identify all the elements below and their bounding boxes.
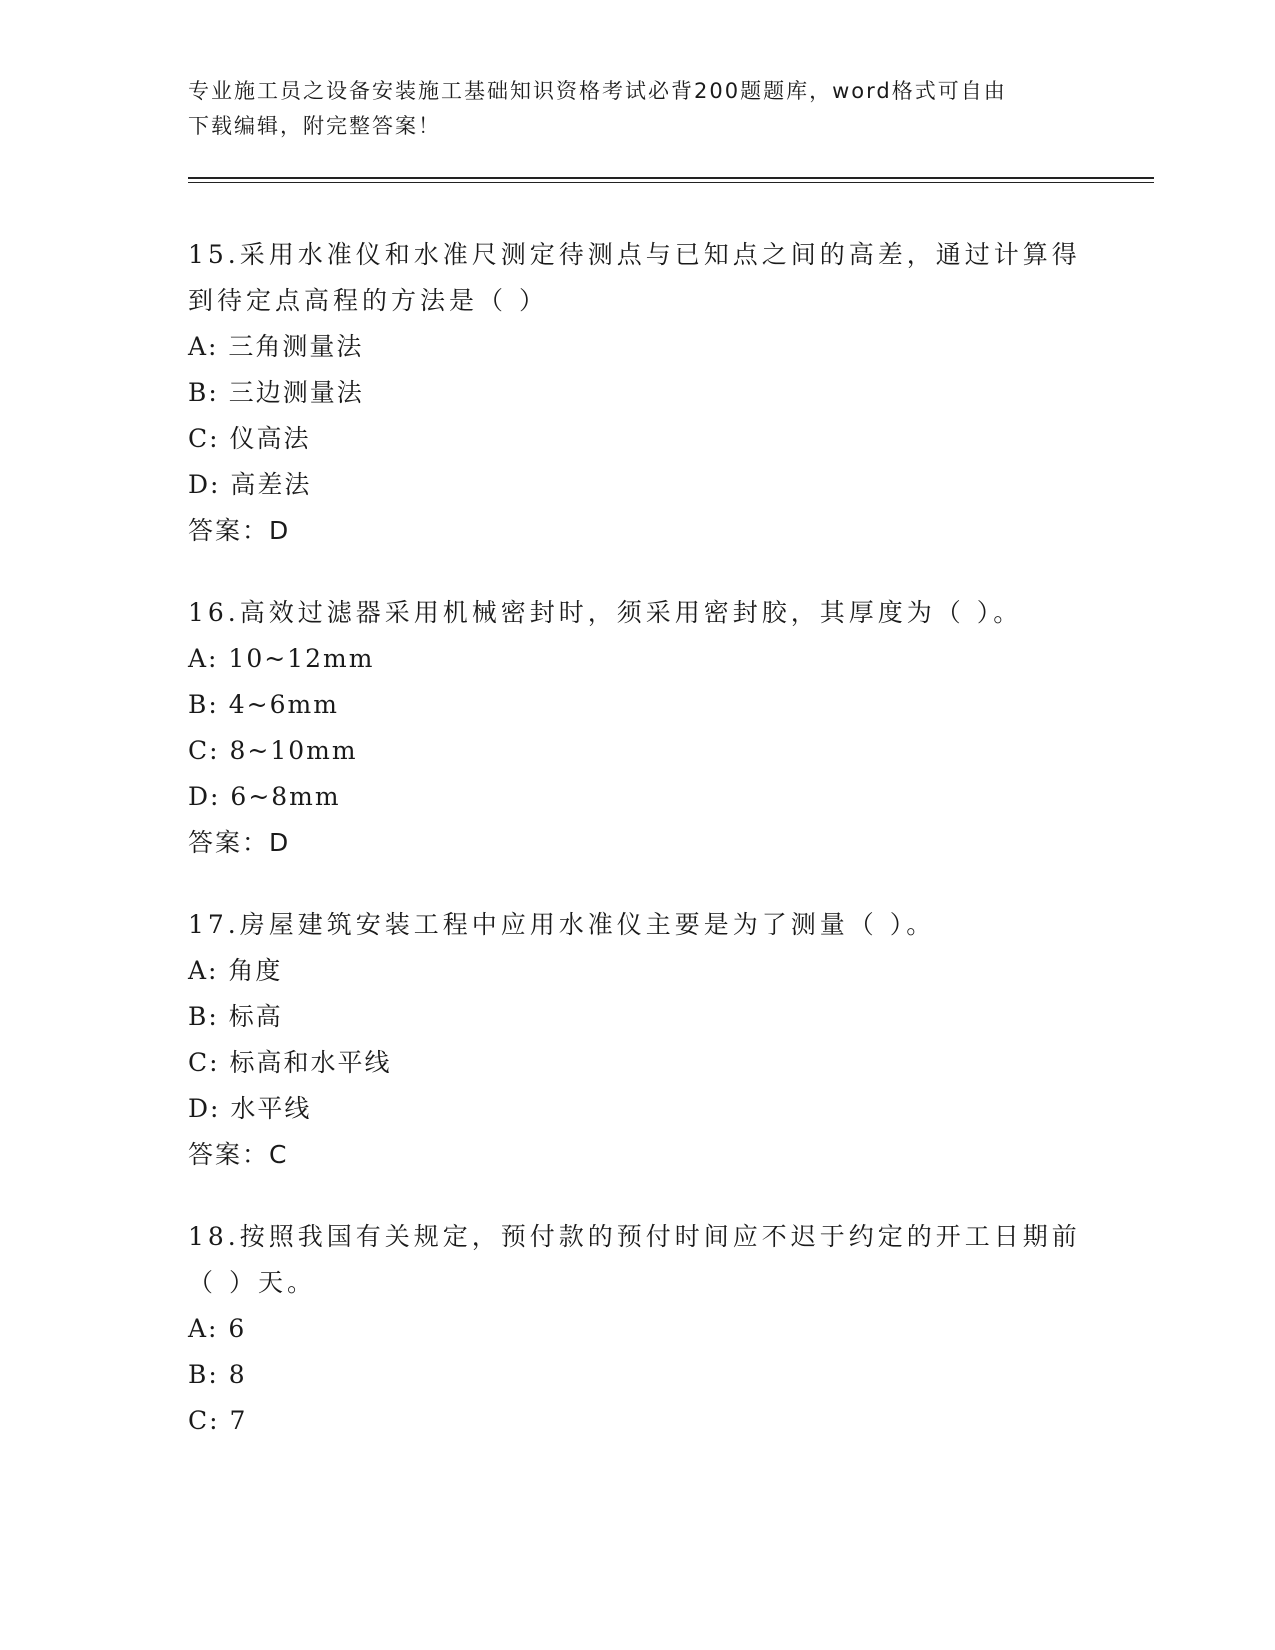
option-c: C: 7 (188, 1406, 248, 1435)
option-c: C: 仪高法 (188, 424, 311, 453)
question-text: 17.房屋建筑安装工程中应用水准仪主要是为了测量（ ）。 (188, 910, 936, 939)
header-divider-thin (188, 182, 1154, 183)
option-b: B: 4~6mm (188, 690, 339, 719)
option-b: B: 三边测量法 (188, 378, 364, 407)
option-a: A: 角度 (188, 956, 283, 985)
question-list (188, 232, 1088, 1480)
header-line-1: 专业施工员之设备安装施工基础知识资格考试必背200题题库，word格式可自由 (188, 79, 1007, 103)
option-a: A: 10~12mm (188, 644, 375, 673)
option-a: A: 三角测量法 (188, 332, 364, 361)
option-c: C: 标高和水平线 (188, 1048, 392, 1077)
question-18 (188, 1214, 1088, 1444)
option-b: B: 标高 (188, 1002, 283, 1031)
question-text: 18.按照我国有关规定，预付款的预付时间应不迟于约定的开工日期前（ ）天。 (188, 1222, 1081, 1297)
option-b: B: 8 (188, 1360, 247, 1389)
question-text: 16.高效过滤器采用机械密封时，须采用密封胶，其厚度为（ ）。 (188, 598, 1023, 627)
answer-line: 答案：D (188, 516, 291, 545)
option-d: D: 6~8mm (188, 782, 341, 811)
header-line-2: 下载编辑，附完整答案！ (188, 114, 441, 138)
question-17 (188, 902, 1088, 1178)
header-divider-thick (188, 177, 1154, 179)
answer-line: 答案：D (188, 828, 291, 857)
option-a: A: 6 (188, 1314, 247, 1343)
option-c: C: 8~10mm (188, 736, 358, 765)
option-d: D: 高差法 (188, 470, 312, 499)
question-16 (188, 590, 1088, 866)
answer-line: 答案：C (188, 1140, 289, 1169)
option-d: D: 水平线 (188, 1094, 312, 1123)
document-header (188, 74, 1088, 144)
question-text: 15.采用水准仪和水准尺测定待测点与已知点之间的高差，通过计算得到待定点高程的方法是（ ） (188, 240, 1081, 315)
question-15 (188, 232, 1088, 554)
